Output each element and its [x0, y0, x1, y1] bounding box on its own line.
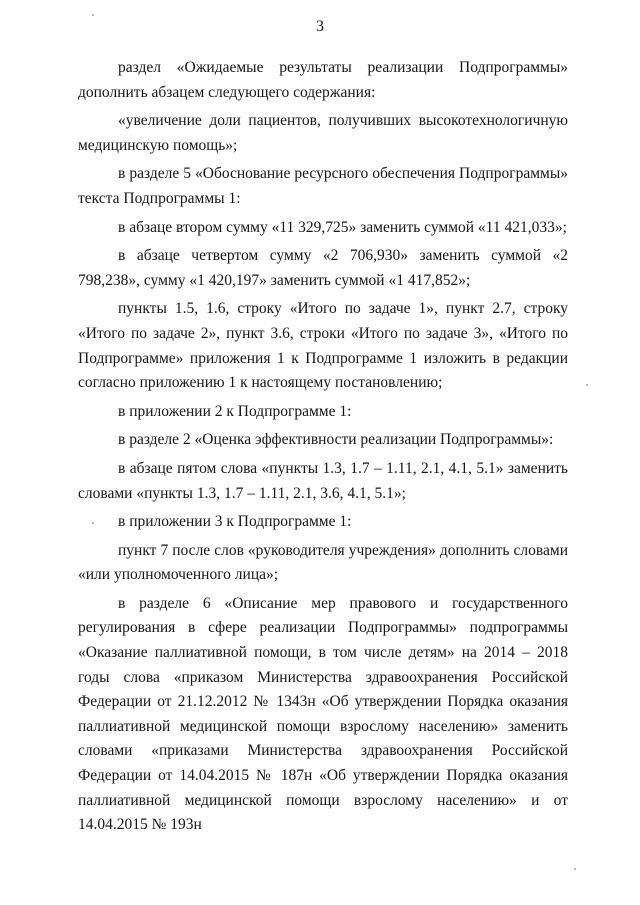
scan-speck: [586, 384, 588, 386]
paragraph-6: пункты 1.5, 1.6, строку «Итого по задаче 1», пункт 2.7, строку «Итого по задаче 2», пункт 3.6, строки «Итого по задаче 3», «Итого по Подпрограмме» приложения 1 к Подпрограмме 1 изложить в редакции согласно приложению 1 к настоящему постановлению;: [78, 300, 568, 392]
page-number: 3: [316, 18, 324, 35]
scan-speck: [574, 868, 576, 870]
scan-speck: [92, 522, 94, 524]
paragraph-7: в приложении 2 к Подпрограмме 1:: [118, 402, 352, 420]
paragraph-4: в абзаце втором сумму «11 329,725» заменить суммой «11 421,033»;: [118, 218, 567, 236]
paragraph-1: раздел «Ожидаемые результаты реализации Подпрограммы» дополнить абзацем следующего содержания:: [78, 59, 568, 101]
paragraph-9: в абзаце пятом слова «пункты 1.3, 1.7 – 1.11, 2.1, 4.1, 5.1» заменить словами «пункты 1.3, 1.7 – 1.11, 2.1, 3.6, 4.1, 5.1»;: [78, 459, 568, 502]
paragraph-12: в разделе 6 «Описание мер правового и государственного регулирования в сфере реализации Подпрограммы» подпрограммы «Оказание паллиативной помощи, в том числе детям» на 2014 – 2018 годы слова «приказом Министерства здравоохранения Российской Федерации от 21.12.2012 № 1343н «Об утверждении Порядка оказания паллиативной медицинской помощи взрослому населению» заменить словами «приказами Министерства здравоохранения Российской Федерации от 14.04.2015 № 187н «Об утверждении Порядка оказания паллиативной медицинской помощи взрослому населению» и от 14.04.2015 № 193н: [78, 594, 568, 834]
paragraph-2: «увеличение доли пациентов, получивших высокотехнологичную медицинскую помощь»;: [78, 112, 568, 154]
paragraph-11: пункт 7 после слов «руководителя учреждения» дополнить словами «или уполномоченного лица»;: [78, 541, 568, 584]
document-body: [78, 56, 568, 841]
paragraph-10: в приложении 3 к Подпрограмме 1:: [118, 513, 352, 531]
paragraph-5: в абзаце четвертом сумму «2 706,930» заменить суммой «2 798,238», сумму «1 420,197» заменить суммой «1 417,852»;: [78, 247, 568, 289]
paragraph-3: в разделе 5 «Обоснование ресурсного обеспечения Подпрограммы» текста Подпрограммы 1:: [78, 165, 568, 207]
paragraph-8: в разделе 2 «Оценка эффективности реализации Подпрограммы»:: [118, 431, 554, 449]
scan-speck: [92, 14, 94, 16]
